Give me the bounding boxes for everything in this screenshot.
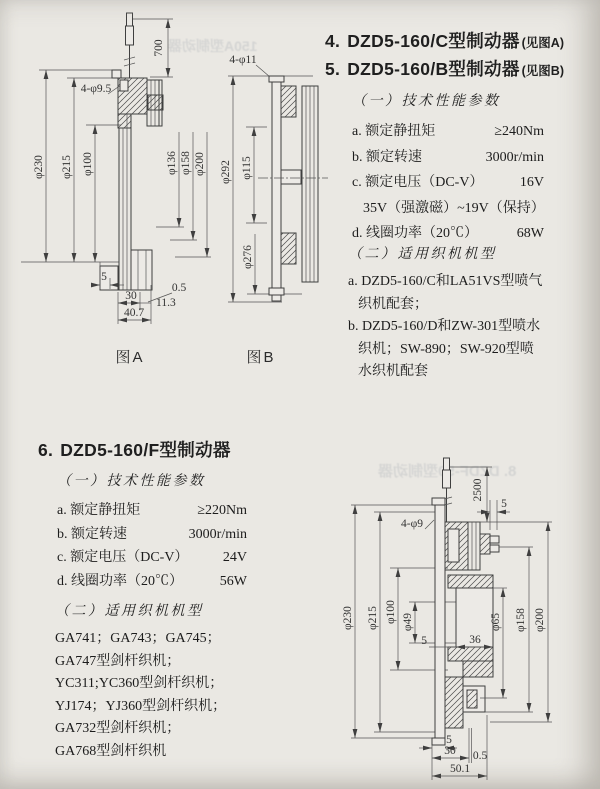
dim-label-w36: 36 <box>469 634 481 646</box>
dim-label-d100: φ100 <box>385 600 397 624</box>
spec-section-title: （一）技术性能参数 <box>57 474 206 489</box>
spec-row <box>352 170 544 196</box>
spec-label: d. 线圈功率（20℃） <box>352 226 478 241</box>
dim-label-d276: φ276 <box>242 245 254 269</box>
figure-a-caption: 图A <box>115 349 145 366</box>
app-line: YJ174；YJ360型剑杆织机； <box>55 698 227 714</box>
dim-label-d100: φ100 <box>82 152 94 176</box>
dim-label-s5: 5 <box>421 635 427 647</box>
heading-number: 6. <box>38 440 54 460</box>
heading-number: 4. <box>325 31 341 51</box>
dim-label-s05: 0.5 <box>171 282 187 294</box>
spec-value: 3000r/min <box>485 149 544 165</box>
dim-label-wire: 2500 <box>472 478 484 502</box>
dim-label-t5: 5 <box>446 734 452 746</box>
app-line: 织机配套； <box>358 296 428 312</box>
dim-label-d230: φ230 <box>342 606 354 630</box>
spec-row <box>352 196 544 222</box>
spec-label: d. 线圈功率（20℃） <box>57 573 183 589</box>
heading-item5 <box>325 56 564 81</box>
bleedthrough-text: 150A型制动器 <box>168 38 258 54</box>
dim-label-d292: φ292 <box>220 160 232 184</box>
application-list-45 <box>348 243 542 384</box>
spec-value: 3000r/min <box>188 526 247 542</box>
dim-label-s501: 50.1 <box>449 763 471 775</box>
app-line: 织机；SW-890；SW-920型喷 <box>358 341 534 357</box>
heading-item6 <box>38 437 231 462</box>
dim-label-s113: 11.3 <box>156 297 176 309</box>
dim-label-d49: φ49 <box>402 612 414 632</box>
app-line: YC311;YC360型剑杆织机； <box>55 676 224 691</box>
dim-label-d200: φ200 <box>534 608 546 632</box>
spec-row <box>57 523 247 547</box>
app-line: GA747型剑杆织机； <box>55 653 181 669</box>
spec-row <box>57 570 247 594</box>
dim-label-holes: 4-φ9 <box>401 518 423 530</box>
spec-label: b. 额定转速 <box>352 149 422 165</box>
spec-value: 16V <box>519 175 544 190</box>
figure-f-drawing <box>330 450 600 789</box>
spec-row <box>57 499 247 523</box>
dim-label-s30: 30 <box>125 290 137 302</box>
heading-number: 5. <box>325 59 341 79</box>
heading-title: DZD5-160/F型制动器 <box>60 440 231 460</box>
app-line: GA741；GA743；GA745； <box>55 631 221 646</box>
figure-a-b-drawing <box>0 0 330 385</box>
spec-label: 35V（强激磁）~19V（保持） <box>363 200 545 216</box>
figure-b-caption: 图B <box>246 349 276 366</box>
heading-title: DZD5-160/B型制动器 <box>347 59 520 79</box>
figure-reference: (见图B) <box>521 64 564 78</box>
dim-label-s30: 30 <box>444 745 456 757</box>
spec-value: ≥220Nm <box>197 503 247 518</box>
spec-label: c. 额定电压（DC-V） <box>352 175 484 190</box>
spec-value: 68W <box>516 226 544 241</box>
app-line: a. DZD5-160/C和LA51VS型喷气 <box>348 274 543 289</box>
spec-value: ≥240Nm <box>494 124 544 139</box>
app-section-title: （二）适用织机机型 <box>348 247 497 262</box>
dim-label-holes: 4-φ11 <box>229 54 257 66</box>
app-line: GA768型剑杆织机 <box>55 743 167 759</box>
application-list-6 <box>55 600 226 763</box>
dim-label-d230: φ230 <box>33 155 45 179</box>
spec-row <box>352 119 544 145</box>
dim-label-d158: φ158 <box>515 608 527 632</box>
spec-list-45 <box>352 90 544 247</box>
app-line: 水织机配套 <box>358 364 428 379</box>
bleedthrough-text: 8. DZDF-50型制动器 <box>378 463 517 480</box>
dim-label-d215: φ215 <box>61 155 73 179</box>
dim-label-d65: φ65 <box>490 612 502 632</box>
dim-label-d200: φ200 <box>194 152 206 176</box>
heading-item4 <box>325 28 564 53</box>
dim-label-d115: φ115 <box>241 156 253 180</box>
spec-label: a. 额定静扭矩 <box>57 503 141 518</box>
spec-row <box>57 546 247 570</box>
dim-label-s05: 0.5 <box>472 750 488 762</box>
figure-reference: (见图A) <box>521 36 564 50</box>
app-line: GA732型剑杆织机； <box>55 721 181 736</box>
spec-label: b. 额定转速 <box>57 526 127 542</box>
spec-value: 24V <box>222 550 247 565</box>
dim-label-s5: 5 <box>101 271 107 283</box>
spec-value: 56W <box>219 573 247 589</box>
app-line: b. DZD5-160/D和ZW-301型喷水 <box>348 319 541 334</box>
spec-label: a. 额定静扭矩 <box>352 124 436 139</box>
spec-row <box>352 145 544 171</box>
dim-label-gap: 5 <box>501 498 507 510</box>
dim-label-wire: 700 <box>153 39 165 57</box>
figure-b-dim-labels <box>220 54 276 366</box>
dim-label-d158: φ158 <box>180 151 192 175</box>
dim-label-d215: φ215 <box>367 606 379 630</box>
spec-section-title: （一）技术性能参数 <box>352 94 501 109</box>
dim-label-s407: 40.7 <box>123 307 145 319</box>
dim-label-d136: φ136 <box>166 151 178 175</box>
dim-label-holes: 4-φ9.5 <box>80 83 112 95</box>
spec-label: c. 额定电压（DC-V） <box>57 550 189 565</box>
app-section-title: （二）适用织机机型 <box>55 604 204 619</box>
spec-list-6 <box>57 470 247 593</box>
heading-title: DZD5-160/C型制动器 <box>347 31 520 51</box>
